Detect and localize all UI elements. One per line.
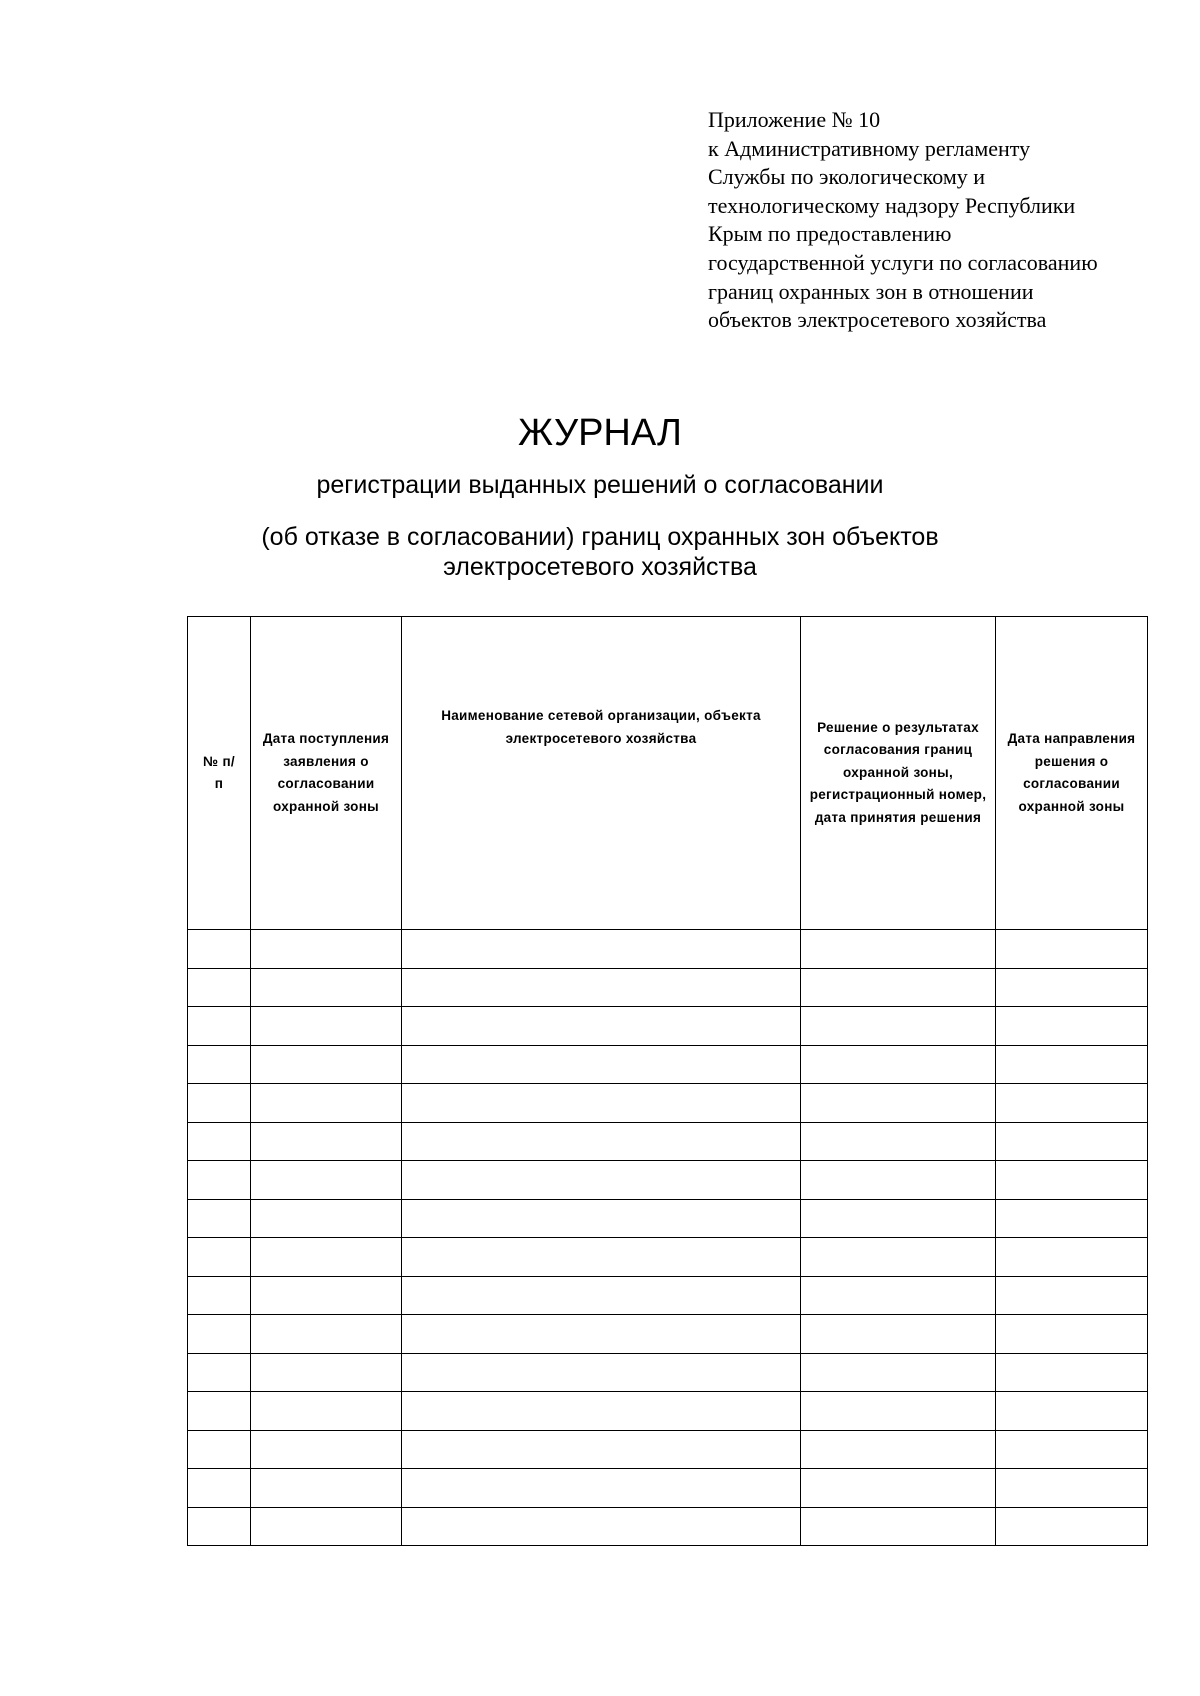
table-row [188,1199,1148,1238]
table-cell [188,1122,251,1161]
table-cell [188,1430,251,1469]
table-cell [188,1315,251,1354]
table-cell [801,1507,996,1546]
appendix-line: Службы по экологическому и [708,164,986,190]
table-cell [996,1276,1148,1315]
table-row [188,1430,1148,1469]
subtitle-line: электросетевого хозяйства [443,553,757,581]
table-cell [996,968,1148,1007]
table-cell [402,968,801,1007]
column-header-receipt-date: Дата поступления заявления о согласовании охранной зоны [251,617,402,930]
table-cell [188,968,251,1007]
table-cell [188,1469,251,1508]
column-header-organization: Наименование сетевой организации, объекта электросетевого хозяйства [402,617,801,930]
appendix-line: технологическому надзору Республики [708,192,1076,218]
table-cell [402,1161,801,1200]
appendix-line: к Административному регламенту [708,135,1031,161]
table-cell [402,1276,801,1315]
table-cell [801,1315,996,1354]
subtitle-line: (об отказе в согласовании) границ охранных зон объектов [261,523,939,551]
table-cell [801,930,996,969]
table-cell [801,1007,996,1046]
table-cell [801,968,996,1007]
table-cell [996,1238,1148,1277]
table-row [188,1507,1148,1546]
table-row [188,1469,1148,1508]
table-cell [996,1084,1148,1123]
page-title: ЖУРНАЛ [518,412,682,454]
column-header-number: № п/п [188,617,251,930]
table-cell [402,930,801,969]
table-cell [251,968,402,1007]
table-cell [801,1084,996,1123]
column-header-sent-date: Дата направления решения о согласовании охранной зоны [996,617,1148,930]
table-cell [402,1007,801,1046]
table-cell [251,1353,402,1392]
table-cell [188,1084,251,1123]
table-cell [996,1353,1148,1392]
table-cell [801,1199,996,1238]
page-subtitle [0,470,1200,582]
table-cell [996,1199,1148,1238]
appendix-line: Крым по предоставлению [708,221,952,247]
table-cell [402,1122,801,1161]
table-cell [996,1315,1148,1354]
table-cell [251,1315,402,1354]
table-cell [188,1007,251,1046]
table-cell [801,1238,996,1277]
table-cell [996,1392,1148,1431]
table-cell [402,1045,801,1084]
column-header-decision: Решение о результатах согласования границ охранной зоны, регистрационный номер, дата принятия решения [801,617,996,930]
table-cell [402,1199,801,1238]
table-cell [996,1045,1148,1084]
table-cell [402,1469,801,1508]
table-cell [251,1045,402,1084]
table-cell [251,1084,402,1123]
table-cell [251,1238,402,1277]
appendix-line: Приложение № 10 [708,107,881,132]
table-cell [801,1430,996,1469]
table-cell [251,1122,402,1161]
appendix-line: границ охранных зон в отношении [708,278,1034,304]
table-cell [801,1353,996,1392]
table-row [188,1276,1148,1315]
table-cell [251,1276,402,1315]
table-cell [251,1199,402,1238]
table-cell [402,1392,801,1431]
table-row [188,1161,1148,1200]
appendix-line: объектов электросетевого хозяйства [708,307,1047,333]
table-header-row [188,617,1148,930]
table-cell [996,1507,1148,1546]
table-row [188,1238,1148,1277]
table-cell [251,1161,402,1200]
table-cell [251,930,402,969]
table-cell [996,1122,1148,1161]
table-row [188,1084,1148,1123]
table-cell [996,1430,1148,1469]
appendix-note [708,106,1178,335]
table-cell [801,1392,996,1431]
table-cell [801,1161,996,1200]
table-cell [188,1199,251,1238]
table-cell [801,1469,996,1508]
table-cell [188,1045,251,1084]
table-row [188,1353,1148,1392]
table-cell [402,1507,801,1546]
table-cell [801,1122,996,1161]
table-cell [188,1353,251,1392]
table-cell [801,1276,996,1315]
table-cell [188,1238,251,1277]
table-row [188,1045,1148,1084]
table-row [188,1392,1148,1431]
table-row [188,968,1148,1007]
table-cell [251,1469,402,1508]
table-cell [402,1238,801,1277]
table-cell [188,1161,251,1200]
appendix-line: государственной услуги по согласованию [708,249,1098,275]
table-cell [801,1045,996,1084]
table-cell [251,1507,402,1546]
table-row [188,1007,1148,1046]
table-cell [402,1353,801,1392]
table-cell [402,1084,801,1123]
table-cell [996,930,1148,969]
table-cell [402,1430,801,1469]
table-cell [188,1392,251,1431]
table-row [188,930,1148,969]
table-cell [188,930,251,969]
table-cell [188,1507,251,1546]
table-cell [996,1161,1148,1200]
table-cell [402,1315,801,1354]
table-cell [251,1007,402,1046]
table-cell [251,1392,402,1431]
table-row [188,1122,1148,1161]
table-cell [996,1007,1148,1046]
table-row [188,1315,1148,1354]
subtitle-line: регистрации выданных решений о согласовании [316,471,884,499]
table-cell [996,1469,1148,1508]
journal-table [187,616,1148,1546]
table-cell [251,1430,402,1469]
table-cell [188,1276,251,1315]
